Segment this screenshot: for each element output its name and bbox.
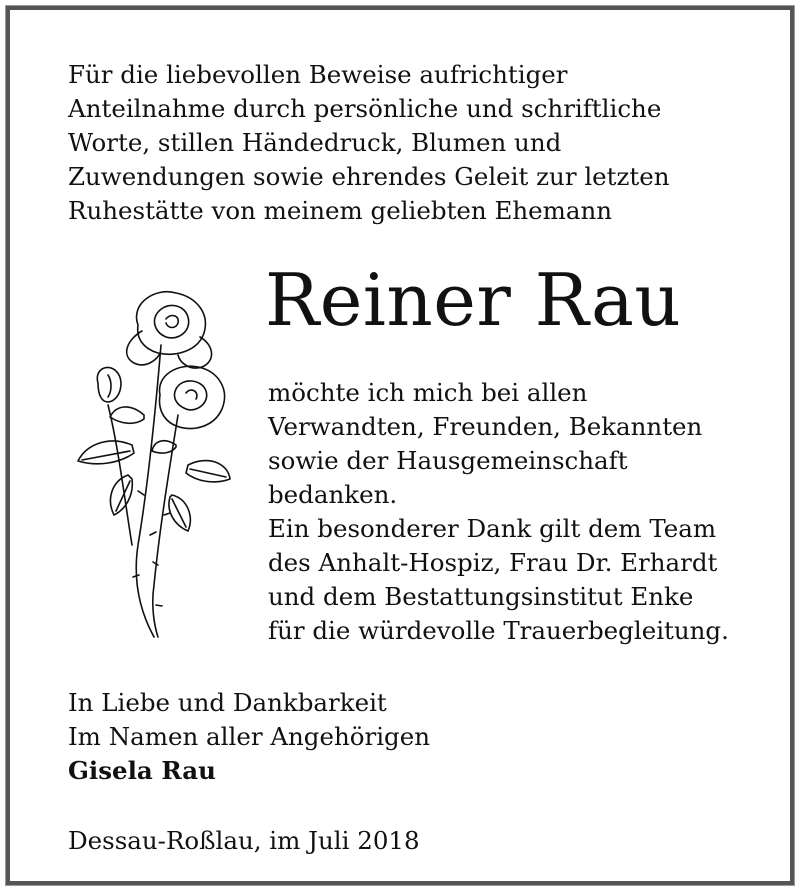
closing-line-2: Im Namen aller Angehörigen [68,722,431,751]
place-date: Dessau-Roßlau, im Juli 2018 [68,826,420,855]
obituary-frame [6,6,794,885]
closing-line-1: In Liebe und Dankbarkeit [68,688,387,717]
intro-text: Für die liebevollen Beweise aufrichtiger Anteilnahme durch persönliche und schriftliche Worte, stillen Händedruck, Blumen und Zuwendungen sowie ehrendes Geleit zur letzten Ruhestätte von meinem geliebten Ehemann [68,60,670,225]
roses-icon [68,285,238,645]
thanks-text: möchte ich mich bei allen Verwandten, Freunden, Bekannten sowie der Hausgemeinschaft bedanken. Ein besonderer Dank gilt dem Team des Anhalt-Hospiz, Frau Dr. Erhardt und dem Bestattungsinstitut Enke für die würdevolle Trauerbegleitung. [268,378,729,645]
deceased-name: Reiner Rau [265,258,682,342]
signer-name: Gisela Rau [68,756,216,785]
closing-block [68,686,430,788]
